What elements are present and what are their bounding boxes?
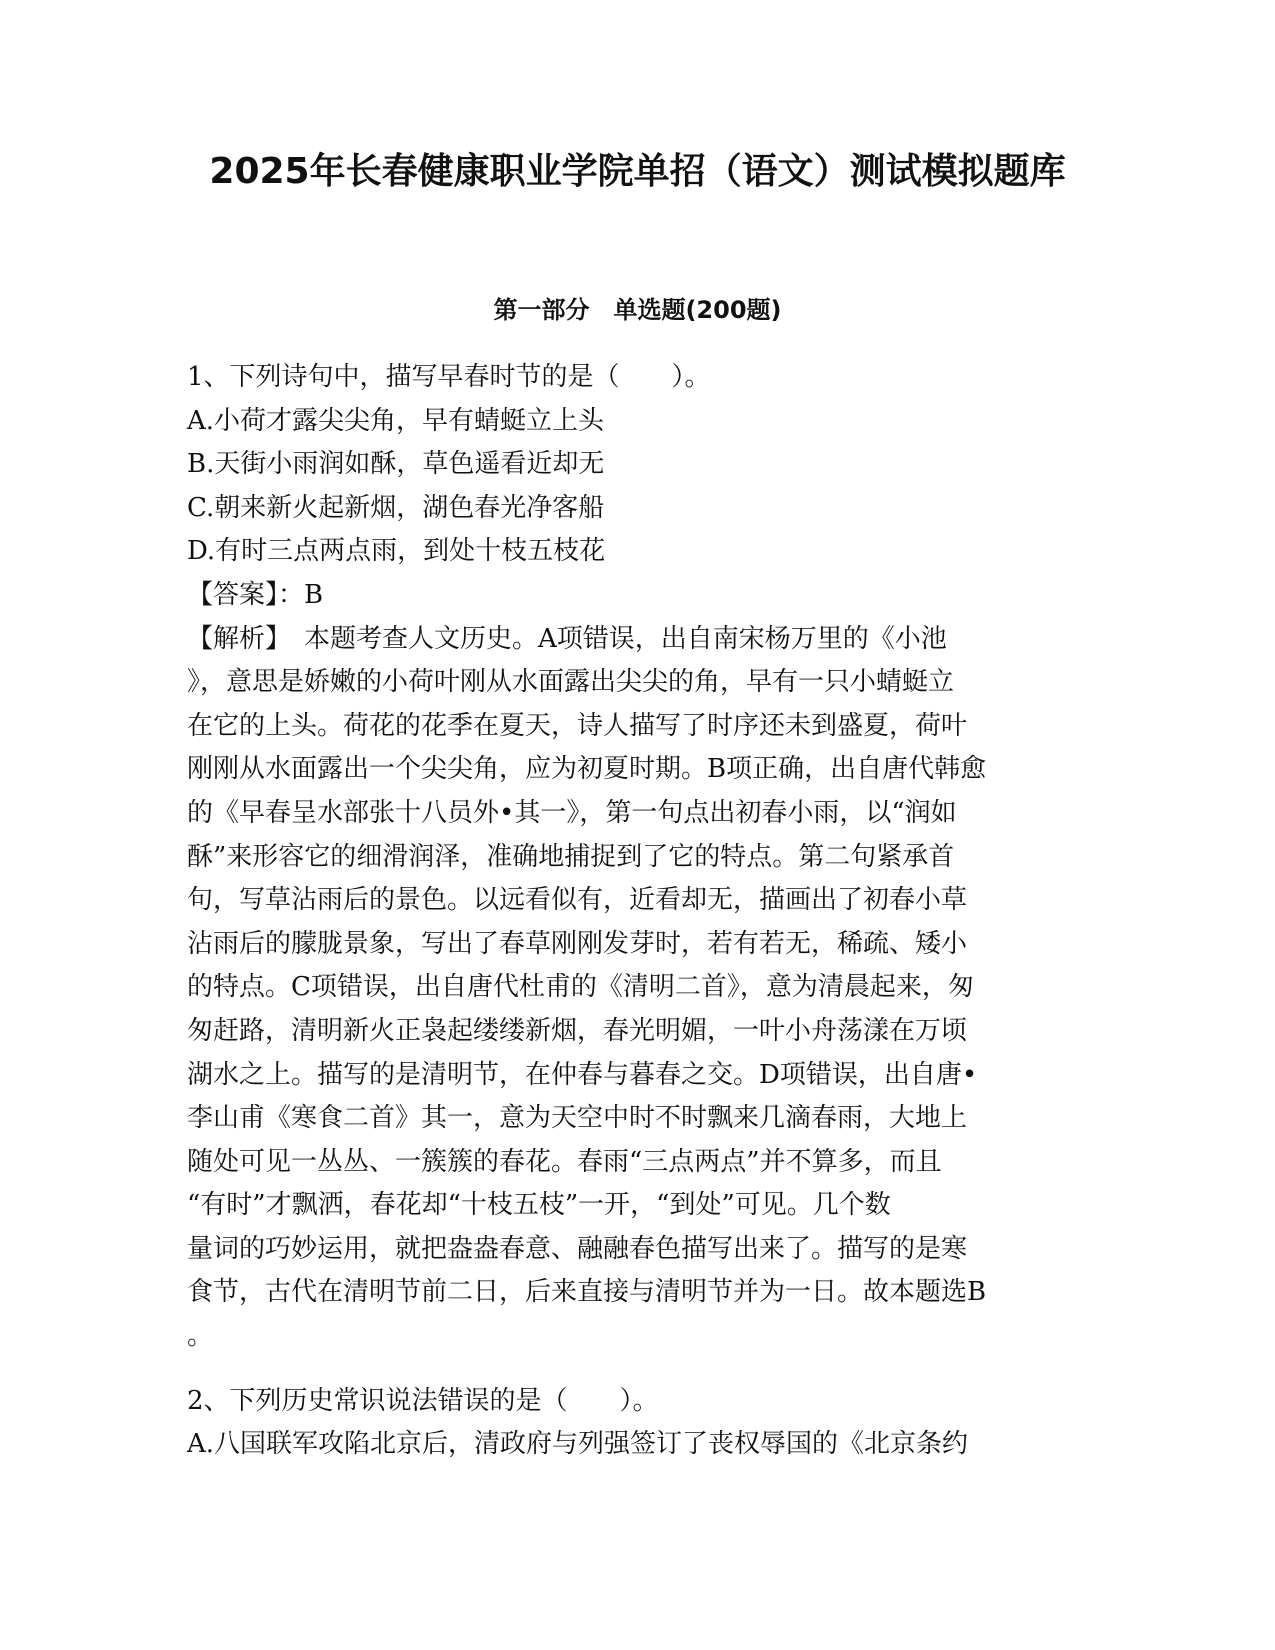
question-spacer [187,1359,1082,1380]
option-a: A.八国联军攻陷北京后，清政府与列强签订了丧权辱国的《北京条约 [187,1429,969,1460]
question-2 [187,1380,1082,1467]
analysis-line: 在它的上头。荷花的花季在夏天，诗人描写了时序还未到盛夏，荷叶 [187,710,968,741]
analysis-line: 。 [187,1321,214,1352]
question-content [187,356,1082,1467]
analysis-line: 句，写草沾雨后的景色。以远看似有，近看却无，描画出了初春小草 [187,885,968,916]
analysis-line: 沾雨后的朦胧景象，写出了春草刚刚发芽时，若有若无，稀疏、矮小 [187,928,968,959]
analysis-line: 的《早春呈水部张十八员外•其一》，第一句点出初春小雨，以“润如 [187,797,957,828]
analysis-line: 匆赶路，清明新火正袅起缕缕新烟，春光明媚，一叶小舟荡漾在万顷 [187,1015,968,1046]
analysis-line: 随处可见一丛丛、一簇簇的春花。春雨“三点两点”并不算多，而且 [187,1146,942,1177]
question-stem: 1、下列诗句中，描写早春时节的是（ ）。 [187,362,711,392]
analysis-line: 李山甫《寒食二首》其一，意为天空中时不时飘来几滴春雨，大地上 [187,1103,968,1134]
analysis-line: 》，意思是娇嫩的小荷叶刚从水面露出尖尖的角，早有一只小蜻蜓立 [187,667,955,698]
analysis-line: 湖水之上。描写的是清明节，在仲春与暮春之交。D项错误，出自唐• [187,1059,978,1090]
question-stem: 2、下列历史常识说法错误的是（ ）。 [187,1385,659,1416]
analysis-line: 量词的巧妙运用，就把盎盎春意、融融春色描写出来了。描写的是寒 [187,1233,968,1264]
analysis-line: 酥”来形容它的细滑润泽，准确地捕捉到了它的特点。第二句紧承首 [187,841,955,872]
analysis-line: “有时”才飘洒，春花却“十枝五枝”一开，“到处”可见。几个数 [187,1190,891,1221]
analysis-line: 食节，古代在清明节前二日，后来直接与清明节并为一日。故本题选B [187,1277,987,1308]
section-heading: 第一部分 单选题(200题) [493,296,782,324]
option-c: C.朝来新火起新烟，湖色春光净客船 [187,492,605,523]
analysis-block [187,618,1082,1359]
analysis-line: 的特点。C项错误，出自唐代杜甫的《清明二首》，意为清晨起来，匆 [187,972,974,1003]
option-a: A.小荷才露尖尖角，早有蜻蜓立上头 [187,405,605,436]
question-1 [187,356,1082,1359]
document-title: 2025年长春健康职业学院单招（语文）测试模拟题库 [209,151,1066,192]
analysis-line: 【解析】 本题考查人文历史。A项错误，出自南宋杨万里的《小池 [187,623,947,654]
analysis-line: 刚刚从水面露出一个尖尖角，应为初夏时期。B项正确，出自唐代韩愈 [187,754,987,785]
answer-line: 【答案】：B [187,579,324,610]
option-b: B.天街小雨润如酥，草色遥看近却无 [187,449,605,480]
option-d: D.有时三点两点雨，到处十枝五枝花 [187,536,606,567]
